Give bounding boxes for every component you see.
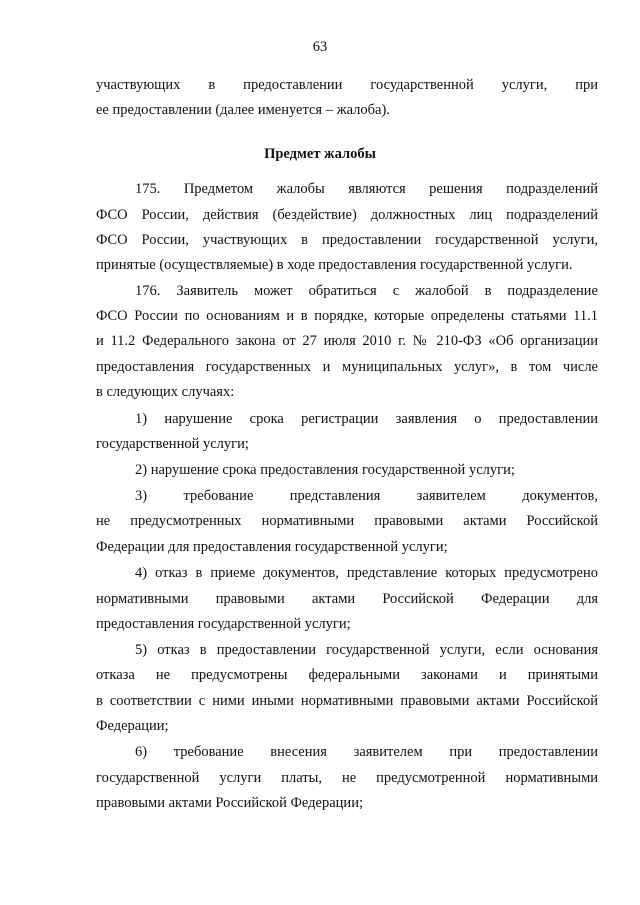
text-line-13: государственной услуги;	[96, 436, 249, 452]
text-line-10: предоставления государственных и муниципальных услуг», в том числе	[96, 359, 598, 375]
text-line-2: ее предоставлении (далее именуется – жалоба).	[96, 102, 390, 118]
text-line-8: ФСО России по основаниям и в порядке, которые определены статьями 11.1	[96, 308, 598, 324]
text-line-14: 2) нарушение срока предоставления государственной услуги;	[135, 462, 515, 478]
text-line-27: правовыми актами Российской Федерации;	[96, 795, 363, 811]
text-line-7: 176. Заявитель может обратиться с жалобой в подразделение	[135, 283, 598, 299]
text-line-16: не предусмотренных нормативными правовыми актами Российской	[96, 513, 598, 529]
text-line-17: Федерации для предоставления государственной услуги;	[96, 539, 448, 555]
page-number: 63	[312, 39, 328, 55]
text-line-24: Федерации;	[96, 718, 169, 734]
text-line-11: в следующих случаях:	[96, 384, 235, 400]
text-line-3: 175. Предметом жалобы являются решения подразделений	[135, 181, 598, 197]
section-heading: Предмет жалобы	[264, 146, 376, 162]
text-line-22: отказа не предусмотрены федеральными законами и принятыми	[96, 667, 598, 683]
text-line-26: государственной услуги платы, не предусмотренной нормативными	[96, 770, 598, 786]
text-line-25: 6) требование внесения заявителем при предоставлении	[135, 744, 598, 760]
text-line-18: 4) отказ в приеме документов, представление которых предусмотрено	[135, 565, 598, 581]
text-line-23: в соответствии с ними иными нормативными правовыми актами Российской	[96, 693, 598, 709]
text-line-12: 1) нарушение срока регистрации заявления о предоставлении	[135, 411, 598, 427]
text-line-5: ФСО России, участвующих в предоставлении государственной услуги,	[96, 232, 598, 248]
text-line-20: предоставления государственной услуги;	[96, 616, 351, 632]
text-line-21: 5) отказ в предоставлении государственной услуги, если основания	[135, 642, 598, 658]
text-line-1: участвующих в предоставлении государственной услуги, при	[96, 77, 598, 93]
text-line-19: нормативными правовыми актами Российской Федерации для	[96, 591, 598, 607]
text-line-6: принятые (осуществляемые) в ходе предоставления государственной услуги.	[96, 257, 573, 273]
text-line-4: ФСО России, действия (бездействие) должностных лиц подразделений	[96, 207, 598, 223]
text-line-9: и 11.2 Федерального закона от 27 июля 2010 г. № 210-ФЗ «Об организации	[96, 333, 598, 349]
text-line-15: 3) требование представления заявителем документов,	[135, 488, 598, 504]
